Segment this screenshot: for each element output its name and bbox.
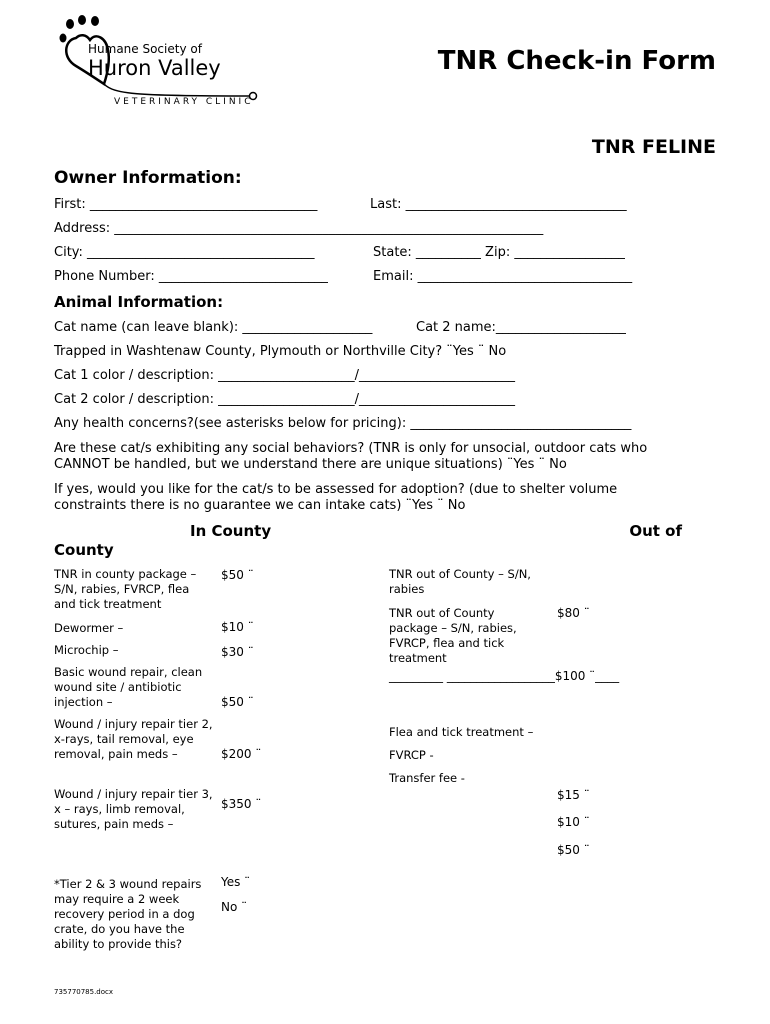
- in-county-price-tier3[interactable]: $350 ¨: [221, 797, 262, 811]
- phone-field[interactable]: Phone Number: __________________________: [54, 269, 328, 284]
- tier-no-option[interactable]: No ¨: [221, 900, 248, 914]
- out-county-price-transfer[interactable]: $50 ¨: [557, 843, 590, 857]
- out-county-strike-line: _________ __________________$100 ¨____: [389, 669, 620, 683]
- in-county-price-microchip[interactable]: $30 ¨: [221, 645, 254, 659]
- social-question-line1: Are these cat/s exhibiting any social behaviors? (TNR is only for unsocial, outdoor cats who: [54, 441, 648, 456]
- animal-heading: Animal Information:: [54, 293, 224, 311]
- form-subtitle: TNR FELINE: [591, 136, 716, 158]
- in-county-item-basic-wound: Basic wound repair, clean wound site / antibiotic injection –: [54, 665, 203, 709]
- logo-line1: Humane Society of: [88, 42, 202, 56]
- out-county-price-tnr-package[interactable]: $80 ¨: [557, 606, 590, 620]
- in-county-item-microchip: Microchip –: [54, 643, 119, 657]
- out-county-price-flea[interactable]: $15 ¨: [557, 788, 590, 802]
- state-zip-field[interactable]: State: __________ Zip: _________________: [373, 245, 625, 260]
- cat2-name-field[interactable]: Cat 2 name:____________________: [416, 320, 626, 335]
- out-county-item-fvrcp: FVRCP -: [389, 748, 434, 762]
- in-county-price-tnr[interactable]: $50 ¨: [221, 568, 254, 582]
- trapped-question[interactable]: Trapped in Washtenaw County, Plymouth or Northville City? ¨Yes ¨ No: [54, 344, 507, 359]
- tier-note: *Tier 2 & 3 wound repairs may require a 2 week recovery period in a dog crate, do you have the ability to provide this?: [54, 877, 202, 951]
- adoption-question-line1: If yes, would you like for the cat/s to be assessed for adoption? (due to shelter volume: [54, 482, 618, 497]
- last-name-field[interactable]: Last: __________________________________: [370, 197, 627, 212]
- in-county-price-tier2[interactable]: $200 ¨: [221, 747, 262, 761]
- address-field[interactable]: Address: __________________________________________________________________: [54, 221, 544, 236]
- in-county-price-basic-wound[interactable]: $50 ¨: [221, 695, 254, 709]
- out-county-price-fvrcp[interactable]: $10 ¨: [557, 815, 590, 829]
- health-concerns-field[interactable]: Any health concerns?(see asterisks below for pricing): __________________________________: [54, 416, 632, 431]
- adoption-question-line2[interactable]: constraints there is no guarantee we can intake cats) ¨Yes ¨ No: [54, 498, 466, 513]
- social-question-line2[interactable]: CANNOT be handled, but we understand there are unique situations) ¨Yes ¨ No: [54, 457, 567, 472]
- tier-yes-option[interactable]: Yes ¨: [221, 875, 251, 889]
- county-heading: County: [54, 541, 114, 559]
- out-county-item-tnr: TNR out of County – S/N, rabies: [389, 567, 531, 596]
- footer-filename: 735770785.docx: [54, 988, 114, 996]
- cat1-color-field[interactable]: Cat 1 color / description: _____________________/________________________: [54, 368, 516, 383]
- in-county-item-tnr: TNR in county package – S/N, rabies, FVRCP, flea and tick treatment: [54, 567, 197, 611]
- cat-name-field[interactable]: Cat name (can leave blank): ____________________: [54, 320, 373, 335]
- out-county-item-flea: Flea and tick treatment –: [389, 725, 534, 739]
- cat2-color-field[interactable]: Cat 2 color / description: _____________________/________________________: [54, 392, 516, 407]
- logo-line2: Huron Valley: [88, 56, 221, 80]
- out-county-item-tnr-package: TNR out of County package – S/N, rabies, FVRCP, flea and tick treatment: [389, 606, 517, 665]
- out-of-county-heading: Out of: [629, 522, 682, 540]
- in-county-price-dewormer[interactable]: $10 ¨: [221, 620, 254, 634]
- in-county-item-tier2: Wound / injury repair tier 2, x-rays, tail removal, eye removal, pain meds –: [54, 717, 213, 761]
- in-county-item-tier3: Wound / injury repair tier 3, x – rays, limb removal, sutures, pain meds –: [54, 787, 213, 831]
- out-county-item-transfer: Transfer fee -: [389, 771, 465, 785]
- email-field[interactable]: Email: _________________________________: [373, 269, 633, 284]
- city-field[interactable]: City: ___________________________________: [54, 245, 315, 260]
- page-title: TNR Check-in Form: [437, 46, 716, 76]
- owner-heading: Owner Information:: [54, 168, 242, 188]
- in-county-item-dewormer: Dewormer –: [54, 621, 124, 635]
- in-county-heading: In County: [190, 522, 272, 540]
- first-name-field[interactable]: First: ___________________________________: [54, 197, 318, 212]
- logo-line3: VETERINARY CLINIC: [114, 97, 254, 107]
